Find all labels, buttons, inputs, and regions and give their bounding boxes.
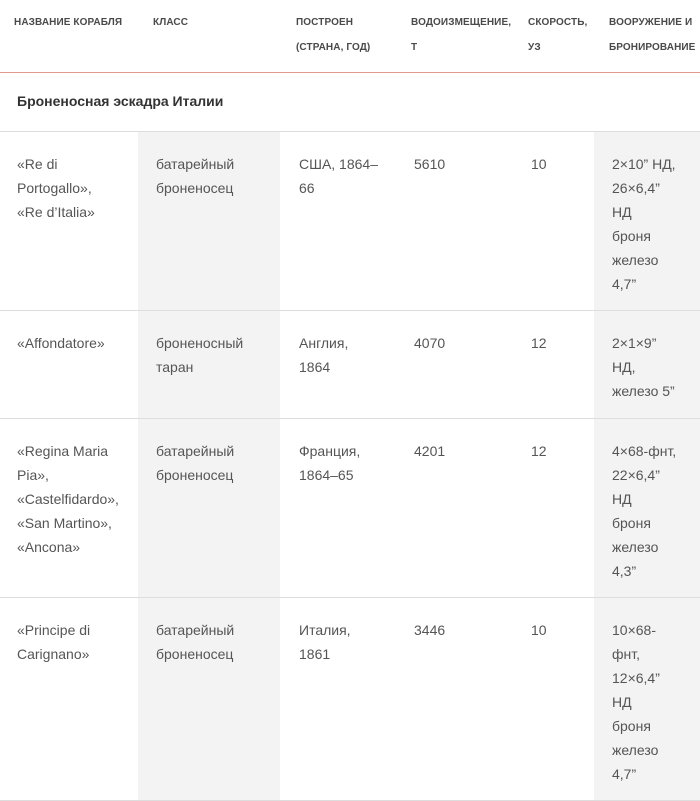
cell-line: 66: [299, 180, 315, 196]
header-line: БРОНИРОВАНИЕ: [609, 42, 696, 53]
cell-line: 22×6,4”: [612, 467, 660, 483]
cell-line: батарейный: [156, 156, 235, 172]
cell-line: броненосный: [156, 335, 244, 351]
cell-built: [299, 618, 351, 666]
header-line: Т: [411, 42, 418, 53]
cell-name: [17, 618, 90, 666]
cell-line: броня: [612, 228, 651, 244]
header-line: КЛАСС: [153, 17, 189, 28]
cell-line: броня: [612, 515, 651, 531]
header-speed: [528, 10, 587, 60]
cell-line: Франция,: [299, 443, 361, 459]
cell-line: 10×68-: [612, 622, 656, 638]
cell-line: железо: [612, 742, 659, 758]
cell-line: 1864: [299, 359, 331, 375]
cell-line: 26×6,4”: [612, 180, 660, 196]
cell-line: 12×6,4”: [612, 670, 660, 686]
cell-built: [299, 152, 378, 200]
cell-line: 4,3”: [612, 563, 637, 579]
header-line: НАЗВАНИЕ КОРАБЛЯ: [14, 17, 123, 28]
table-row: [0, 132, 700, 311]
cell-displacement: [414, 331, 445, 355]
cell-line: 10: [531, 622, 547, 638]
cell-line: броненосец: [156, 646, 234, 662]
cell-line: 4,7”: [612, 766, 637, 782]
cell-armament: [612, 618, 660, 786]
cell-line: батарейный: [156, 622, 235, 638]
header-line: (СТРАНА, ГОД): [296, 42, 371, 53]
section-title: Броненосная эскадра Италии: [17, 93, 224, 109]
cell-speed: [531, 331, 547, 355]
cell-line: 2×1×9”: [612, 335, 657, 351]
section-row: [0, 73, 700, 132]
cell-line: «San Martino»,: [17, 515, 112, 531]
cell-line: «Regina Maria: [17, 443, 109, 459]
cell-armament: [612, 331, 675, 403]
cell-line: НД: [612, 491, 632, 507]
cell-line: «Ancona»: [17, 539, 81, 555]
cell-line: «Principe di: [17, 622, 91, 638]
cell-line: «Re di: [17, 156, 58, 172]
header-armament: [609, 10, 695, 60]
cell-armament: [612, 152, 676, 296]
cell-line: броненосец: [156, 180, 234, 196]
cell-name: [17, 331, 105, 355]
cell-line: броненосец: [156, 467, 234, 483]
header-class: [153, 10, 188, 35]
cell-line: «Re d’Italia»: [17, 204, 95, 220]
header-displacement: [411, 10, 511, 60]
cell-line: 4201: [414, 443, 446, 459]
header-line: ВООРУЖЕНИЕ И: [609, 17, 693, 28]
cell-line: США, 1864–: [299, 156, 378, 172]
table-header: [0, 0, 700, 73]
cell-line: 1864–65: [299, 467, 354, 483]
cell-line: 12: [531, 443, 547, 459]
cell-built: [299, 331, 348, 379]
cell-line: фнт,: [612, 646, 640, 662]
cell-line: 4,7”: [612, 276, 637, 292]
cell-line: 10: [531, 156, 547, 172]
header-line: СКОРОСТЬ,: [528, 17, 588, 28]
cell-class: [156, 439, 234, 487]
cell-displacement: [414, 152, 445, 176]
table-row: [0, 311, 700, 419]
cell-line: броня: [612, 718, 651, 734]
cell-displacement: [414, 439, 445, 463]
cell-line: Carignano»: [17, 646, 90, 662]
cell-line: 5610: [414, 156, 446, 172]
cell-class: [156, 152, 234, 200]
cell-line: железо: [612, 252, 659, 268]
cell-line: 4070: [414, 335, 446, 351]
header-built: [296, 10, 370, 60]
cell-line: Pia»,: [17, 467, 49, 483]
cell-displacement: [414, 618, 445, 642]
cell-line: 2×10” НД,: [612, 156, 676, 172]
cell-armament: [612, 439, 676, 583]
cell-line: 12: [531, 335, 547, 351]
cell-line: НД: [612, 694, 632, 710]
cell-line: железо: [612, 539, 659, 555]
cell-built: [299, 439, 360, 487]
cell-line: «Castelfidardo»,: [17, 491, 119, 507]
header-line: ВОДОИЗМЕЩЕНИЕ,: [411, 17, 512, 28]
cell-class: [156, 331, 243, 379]
cell-line: 1861: [299, 646, 331, 662]
table-row: [0, 419, 700, 598]
cell-line: 4×68-фнт,: [612, 443, 677, 459]
header-line: ПОСТРОЕН: [296, 17, 354, 28]
cell-line: таран: [156, 359, 194, 375]
cell-speed: [531, 439, 547, 463]
cell-line: НД: [612, 204, 632, 220]
cell-name: [17, 439, 119, 559]
header-name: [14, 10, 122, 35]
cell-line: батарейный: [156, 443, 235, 459]
cell-line: Англия,: [299, 335, 349, 351]
cell-line: Portogallo»,: [17, 180, 92, 196]
cell-line: «Affondatore»: [17, 335, 105, 351]
cell-line: 3446: [414, 622, 446, 638]
cell-line: Италия,: [299, 622, 351, 638]
cell-line: НД,: [612, 359, 636, 375]
cell-class: [156, 618, 234, 666]
cell-speed: [531, 152, 547, 176]
cell-line: железо 5”: [612, 383, 675, 399]
cell-speed: [531, 618, 547, 642]
header-line: УЗ: [528, 42, 541, 53]
table-row: [0, 598, 700, 801]
cell-name: [17, 152, 95, 224]
